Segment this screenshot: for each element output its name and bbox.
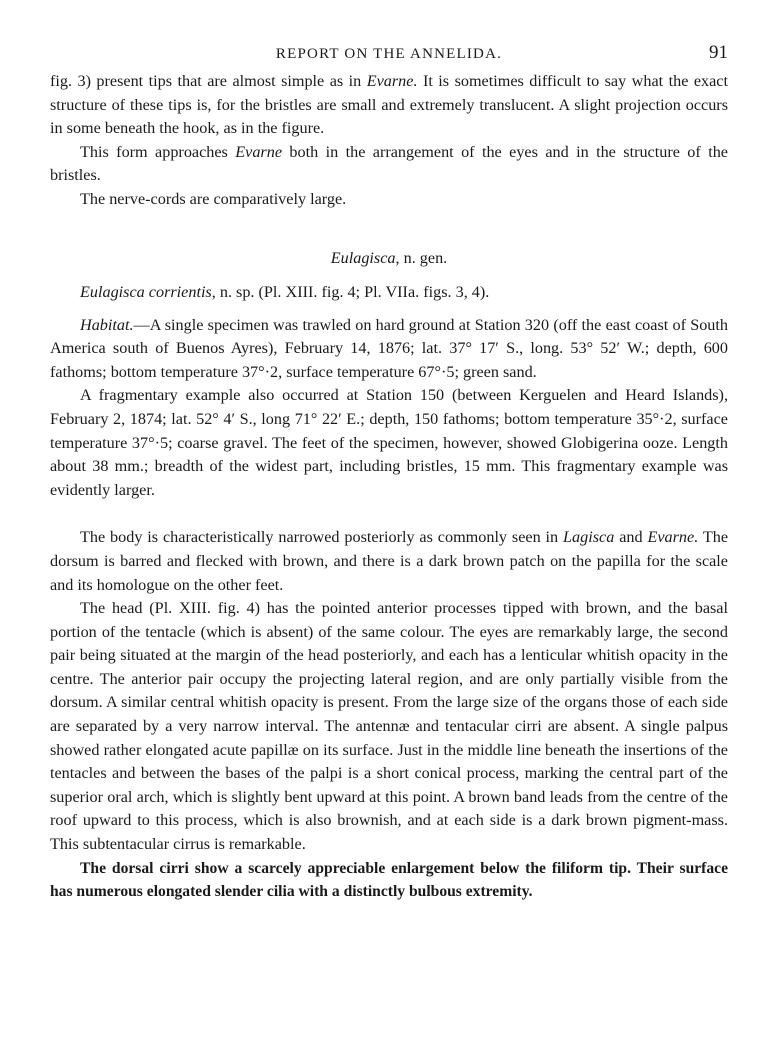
intro-paragraph-approach bbox=[50, 141, 728, 188]
genus-evarne: Evarne. bbox=[366, 72, 418, 90]
species-name: Eulagisca corrientis bbox=[80, 282, 212, 301]
document-page bbox=[50, 40, 728, 904]
genus-evarne: Evarne. bbox=[647, 528, 699, 547]
genus-suffix: , n. gen. bbox=[395, 248, 448, 267]
intro-text: both in the arrangement of the eyes and in the structure of the bristles. bbox=[50, 142, 728, 185]
habitat-label: Habitat. bbox=[80, 315, 134, 334]
intro-text: fig. 3) present tips that are almost simple as in bbox=[50, 72, 367, 90]
running-header bbox=[50, 40, 728, 70]
head-paragraph: The head (Pl. XIII. fig. 4) has the pointed anterior processes tipped with brown, and the basal portion of the tentacle (which is absent) of the same colour. The eyes are remarkably large, the second pair being situated at the margin of the head posteriorly, and each has a lenticular whitish opacity in the centre. The anterior pair occupy the projecting lateral region, and are only partially visible from the dorsum. A similar central whitish opacity is present. From the large size of the organs those of each side are separated by a very narrow interval. The antennæ and tentacular cirri are absent. A single palpus showed rather elongated acute papillæ on its surface. Just in the middle line beneath the insertions of the tentacles and between the bases of the palpi is a short conical process, marking the central part of the superior oral arch, which is slightly bent upward at this point. A brown band leads from the centre of the roof upward to this process, which is also brownish, and at each side is a dark brown pigment-mass. This subtentacular cirrus is remarkable. bbox=[50, 599, 728, 854]
intro-paragraph-bristles bbox=[50, 70, 728, 141]
habitat-paragraph bbox=[50, 314, 728, 385]
genus-heading bbox=[50, 246, 728, 270]
genus-evarne: Evarne bbox=[235, 142, 283, 161]
dorsal-cirri-paragraph: The dorsal cirri show a scarcely appreciable enlargement below the filiform tip. Their surface has numerous elongated slender cilia with a distinctly bulbous extremity. bbox=[50, 859, 728, 901]
running-title: REPORT ON THE ANNELIDA. bbox=[275, 46, 503, 62]
intro-text: This form approaches bbox=[80, 142, 236, 161]
intro-paragraph-nerve-cords: The nerve-cords are comparatively large. bbox=[80, 189, 347, 208]
body-text: The body is characteristically narrowed posteriorly as commonly seen in bbox=[80, 528, 564, 547]
page-number: 91 bbox=[709, 42, 728, 63]
body-text: and bbox=[614, 528, 648, 547]
species-suffix: , n. sp. (Pl. XIII. fig. 4; Pl. VIIa. figs. 3, 4). bbox=[211, 282, 490, 301]
genus-lagisca: Lagisca bbox=[563, 528, 615, 547]
body-text: The dorsum is barred and flecked with brown, and there is a dark brown patch on the papilla for the scale and its homologue on the other feet. bbox=[50, 528, 729, 594]
genus-name: Eulagisca bbox=[330, 248, 396, 267]
intro-text: It is sometimes difficult to say what the exact structure of these tips is, for the bristles are small and extremely translucent. A slight projection occurs in some beneath the hook, as in the figure. bbox=[50, 72, 728, 138]
habitat-text: —A single specimen was trawled on hard ground at Station 320 (off the east coast of South America south of Buenos Ayres), February 14, 1876; lat. 37° 17′ S., long. 53° 52′ W.; depth, 600 fathoms; bottom temperature 37°·2, surface temperature 67°·5; green sand. bbox=[50, 315, 728, 381]
fragment-paragraph: A fragmentary example also occurred at Station 150 (between Kerguelen and Heard Islands), February 2, 1874; lat. 52° 4′ S., long 71° 22′ E.; depth, 150 fathoms; bottom temperature 35°·2, surface temperature 37°·5; coarse gravel. The feet of the specimen, however, showed Globigerina ooze. Length about 38 mm.; breadth of the widest part, including bristles, 15 mm. This fragmentary example was evidently larger. bbox=[50, 386, 728, 499]
body-paragraph bbox=[50, 526, 728, 597]
species-heading bbox=[50, 280, 728, 304]
